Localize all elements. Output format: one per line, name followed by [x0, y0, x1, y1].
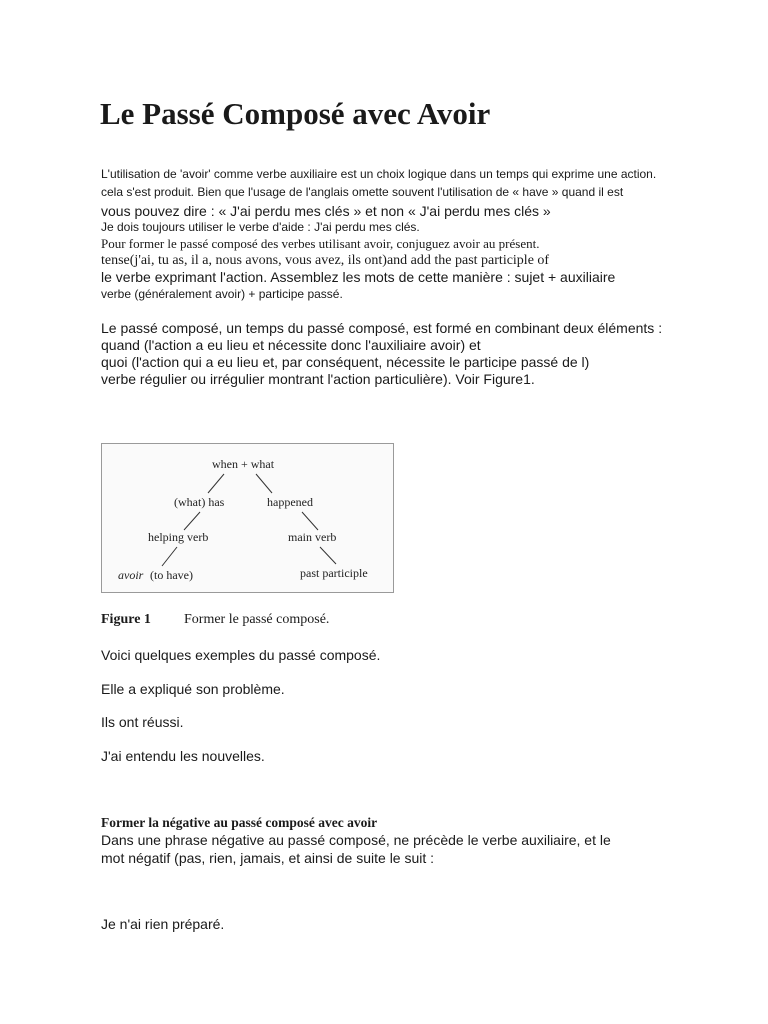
- intro-line-5: Pour former le passé composé des verbes utilisant avoir, conjuguez avoir au présent.: [101, 236, 540, 251]
- negative-heading: Former la négative au passé composé avec avoir: [101, 815, 378, 830]
- edge-left-child: [184, 512, 200, 530]
- negative-text-line-1: Dans une phrase négative au passé composé, ne précède le verbe auxiliaire, et le: [101, 832, 611, 848]
- figure-caption-text: Former le passé composé.: [184, 612, 330, 627]
- node-left-child: helping verb: [148, 530, 209, 544]
- edge-left-leaf: [162, 547, 177, 566]
- intro-line-1: L'utilisation de 'avoir' comme verbe auxiliaire est un choix logique dans un temps qui exprime une action.: [101, 167, 657, 181]
- node-right-child: main verb: [288, 530, 337, 544]
- figure-caption-label: Figure 1: [101, 612, 151, 627]
- negative-text-line-2: mot négatif (pas, rien, jamais, et ainsi de suite le suit :: [101, 850, 435, 866]
- intro-line-6: tense(j'ai, tu as, il a, nous avons, vous avez, ils ont)and add the past participle of: [101, 253, 550, 268]
- node-right-leaf: past participle: [300, 566, 368, 580]
- intro-line-3: vous pouvez dire : « J'ai perdu mes clés » et non « J'ai perdu mes clés »: [101, 203, 551, 219]
- node-right: happened: [267, 495, 313, 509]
- example-3: J'ai entendu les nouvelles.: [101, 748, 265, 764]
- node-left: (what) has: [174, 495, 225, 509]
- intro-line-7: le verbe exprimant l'action. Assemblez les mots de cette manière : sujet + auxiliaire: [101, 269, 616, 285]
- edge-root-right: [256, 474, 272, 493]
- para2-line-2: quand (l'action a eu lieu et nécessite donc l'auxiliaire avoir) et: [101, 337, 481, 353]
- page-title: Le Passé Composé avec Avoir: [100, 96, 491, 131]
- node-left-leaf-italic: avoir: [118, 568, 144, 582]
- intro-line-4: Je dois toujours utiliser le verbe d'aide : J'ai perdu mes clés.: [101, 220, 420, 234]
- para2-line-1: Le passé composé, un temps du passé composé, est formé en combinant deux éléments :: [101, 320, 663, 336]
- intro-line-2: cela s'est produit. Bien que l'usage de l'anglais omette souvent l'utilisation de « have » quand il est: [101, 185, 624, 199]
- example-1: Elle a expliqué son problème.: [101, 681, 285, 697]
- node-left-leaf-rest: (to have): [150, 568, 193, 582]
- example-2: Ils ont réussi.: [101, 714, 184, 730]
- intro-line-8: verbe (généralement avoir) + participe passé.: [101, 287, 343, 301]
- edge-root-left: [208, 474, 224, 493]
- negative-example: Je n'ai rien préparé.: [101, 916, 225, 932]
- edge-right-child: [302, 512, 318, 530]
- edge-right-leaf: [320, 547, 336, 564]
- tree-diagram: [102, 444, 393, 592]
- para2-line-4: verbe régulier ou irrégulier montrant l'action particulière). Voir Figure1.: [101, 371, 535, 387]
- node-root: when + what: [212, 457, 275, 471]
- figure-tree-diagram: [101, 443, 394, 593]
- para2-line-3: quoi (l'action qui a eu lieu et, par conséquent, nécessite le participe passé de l): [101, 354, 590, 370]
- examples-intro: Voici quelques exemples du passé composé.: [101, 647, 381, 663]
